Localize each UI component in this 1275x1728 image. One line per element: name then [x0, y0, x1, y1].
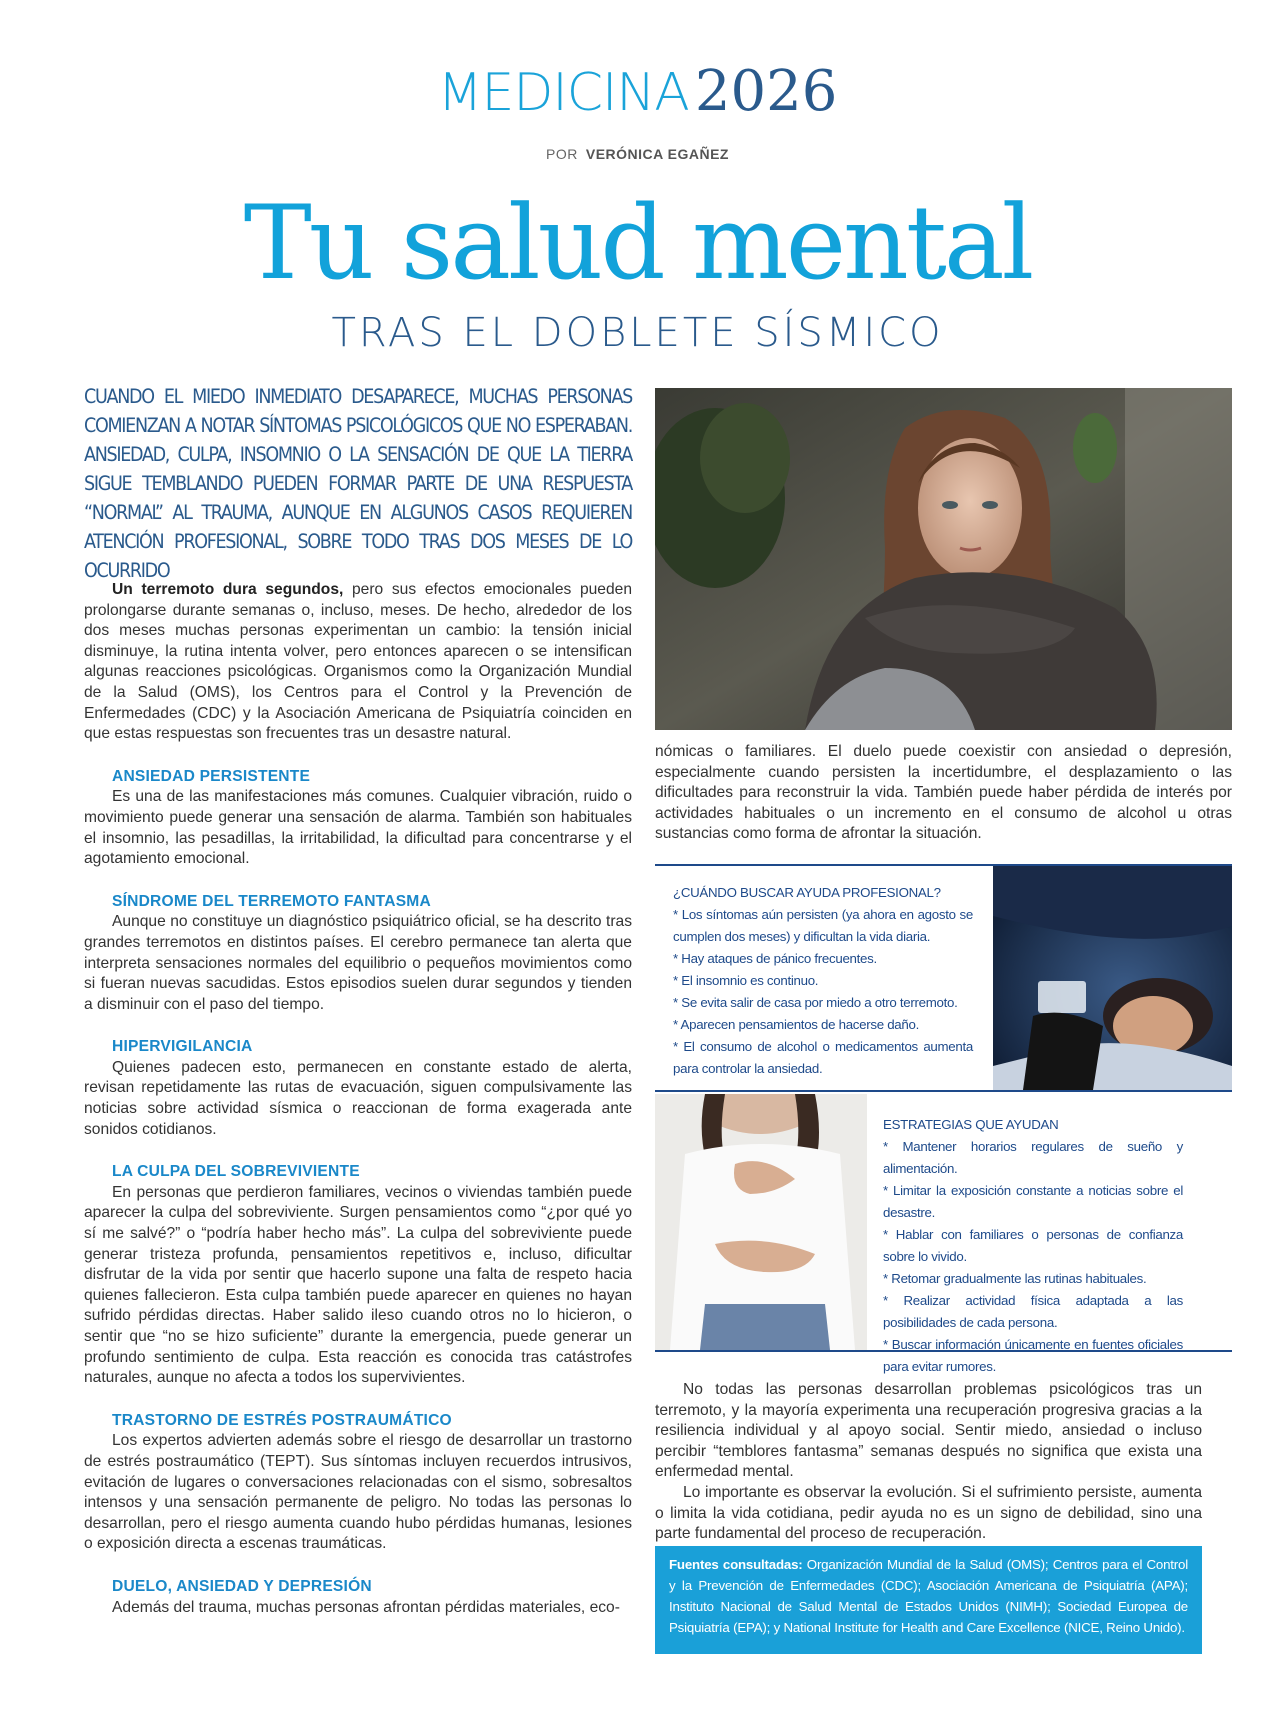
section-body: Es una de las manifestaciones más comunes. Cualquier vibración, ruido o movimiento puede generar una sensación de alarma. También son habituales el insomnio, las pesadillas, la irritabilidad, la dificultad para concentrarse y el agotamiento emocional. — [84, 788, 632, 868]
section-heading: DUELO, ANSIEDAD Y DEPRESIÓN — [112, 1577, 372, 1595]
section-body: Aunque no constituye un diagnóstico psiquiátrico oficial, se ha descrito tras grandes terremotos en distintos países. El cerebro permanece tan alerta que interpreta sensaciones normales del equilibrio o pequeños movimientos como si fueran nuevas sacudidas. Estos episodios suelen durar segundos y tienden a disminuir con el paso del tiempo. — [84, 913, 632, 1013]
section-heading: HIPERVIGILANCIA — [112, 1038, 253, 1056]
sources-text: Organización Mundial de la Salud (OMS); Centros para el Control y la Prevención de Enfermedades (CDC); Asociación Americana de Psiquiatría (APA); Instituto Nacional de Salud Mental de Estados Unidos (NIMH); Sociedad Europea de Psiquiatría (EPA); y National Institute for Health and Care Excellence (NICE, Reino Unido). — [669, 1557, 1188, 1635]
section-heading: LA CULPA DEL SOBREVIVIENTE — [112, 1163, 360, 1181]
section-word: MEDICINA — [437, 63, 689, 123]
photo-sad-woman-illustration — [655, 388, 1232, 730]
section-heading: ANSIEDAD PERSISTENTE — [112, 767, 311, 785]
photo-woman-hand-on-chest-illustration — [655, 1094, 867, 1350]
subheadline: TRAS EL DOBLETE SÍSMICO — [331, 310, 944, 356]
section-body: En personas que perdieron familiares, vecinos o viviendas también puede aparecer la culpa del sobreviviente. Surgen pensamientos como “¿por qué yo sí me salvé?” o “podría haber hecho más”. La culpa del sobreviviente puede generar tristeza profunda, pensamientos repetitivos e, incluso, dificultar disfrutar de la vida por sentir que hacerlo supone una falta de respeto hacia quienes fallecieron. Esta culpa también puede aparecer en quienes no hayan sufrido pérdidas directas. Haber salido ileso cuando otros no lo hicieron, o sentir que “no se hizo suficiente” durante la emergencia, puede generar un profundo sentimiento de culpa. Esta reacción es conocida tras catástrofes naturales, aunque no afecta a todos los supervivientes. — [84, 1183, 632, 1387]
section-body: Además del trauma, muchas personas afrontan pérdidas materiales, eco- — [112, 1598, 620, 1616]
list-item: * Hay ataques de pánico frecuentes. — [673, 951, 877, 966]
closing-paragraph: Lo importante es observar la evolución. Si el sufrimiento persiste, aumenta o limita la vida cotidiana, pedir ayuda no es un signo de debilidad, sino una parte fundamental del proceso de recuperación. — [655, 1483, 1202, 1543]
sources-label: Fuentes consultadas: — [669, 1557, 803, 1572]
lead-paragraph: CUANDO EL MIEDO INMEDIATO DESAPARECE, MUCHAS PERSONAS COMIENZAN A NOTAR SÍNTOMAS PSICOLÓGICOS QUE NO ESPERABAN. ANSIEDAD, CULPA, INSOMNIO O LA SENSACIÓN DE QUE LA TIERRA SIGUE TEMBLANDO PUEDEN FORMAR PARTE DE UNA RESPUESTA “NORMAL” AL TRAUMA, AUNQUE EN ALGUNOS CASOS REQUIEREN ATENCIÓN PROFESIONAL, SOBRE TODO TRAS DOS MESES DE LO OCURRIDO — [84, 385, 632, 582]
section-body: Quienes padecen esto, permanecen en constante estado de alerta, revisan repetidamente las rutas de evacuación, siguen compulsivamente las noticias sobre actividad sísmica o reaccionan de forma exagerada ante sonidos cotidianos. — [84, 1058, 632, 1138]
intro-bold: Un terremoto dura segundos, — [112, 581, 344, 598]
list-item: * Aparecen pensamientos de hacerse daño. — [673, 1017, 919, 1032]
continuation-paragraph: nómicas o familiares. El duelo puede coexistir con ansiedad o depresión, especialmente cuando persisten la incertidumbre, el desplazamiento o las dificultades para reconstruir la vida. También puede haber pérdida de interés por actividades habituales o un incremento en el consumo de alcohol u otras sustancias como forma de afrontar la situación. — [655, 743, 1232, 843]
photo-sad-woman — [655, 388, 1232, 730]
intro-paragraph — [84, 580, 632, 745]
byline-author: VERÓNICA EGAÑEZ — [585, 146, 729, 162]
help-box-title: ¿CUÁNDO BUSCAR AYUDA PROFESIONAL? — [673, 885, 941, 900]
section-body: Los expertos advierten además sobre el riesgo de desarrollar un trastorno de estrés postraumático (TEPT). Sus síntomas incluyen recuerdos intrusivos, evitación de lugares o conversaciones relacionadas con el sismo, sobresaltos intensos y una sensación permanente de peligro. No todas las personas lo desarrollan, pero el riesgo aumenta cuando hubo pérdidas humanas, lesiones o exposición directa a escenas traumáticas. — [84, 1432, 632, 1553]
section-heading: SÍNDROME DEL TERREMOTO FANTASMA — [112, 892, 431, 910]
left-column — [84, 580, 632, 1618]
closing-paragraph: No todas las personas desarrollan problemas psicológicos tras un terremoto, y la mayoría experimenta una recuperación progresiva gracias a la resiliencia individual y al apoyo social. Sentir miedo, ansiedad o incluso percibir “temblores fantasma” semanas después no significa que exista una enfermedad mental. — [655, 1381, 1202, 1481]
list-item: * Buscar información únicamente en fuentes oficiales para evitar rumores. — [883, 1337, 1183, 1374]
list-item: * Realizar actividad física adaptada a las posibilidades de cada persona. — [883, 1293, 1183, 1330]
list-item: * Hablar con familiares o personas de confianza sobre lo vivido. — [883, 1227, 1183, 1264]
photo-person-in-bed — [993, 866, 1232, 1090]
right-column-continuation — [655, 742, 1232, 845]
strategies-box-title: ESTRATEGIAS QUE AYUDAN — [883, 1117, 1059, 1132]
list-item: * Se evita salir de casa por miedo a otro terremoto. — [673, 995, 958, 1010]
list-item: * Limitar la exposición constante a noticias sobre el desastre. — [883, 1183, 1183, 1220]
help-box — [655, 864, 1232, 1092]
list-item: * El consumo de alcohol o medicamentos aumenta para controlar la ansiedad. — [673, 1039, 973, 1076]
byline-prefix: POR — [546, 146, 578, 162]
headline: Tu salud mental — [243, 184, 1032, 303]
section-year: 2026 — [694, 59, 838, 124]
photo-woman-hand-on-chest — [655, 1094, 867, 1350]
section-heading: TRASTORNO DE ESTRÉS POSTRAUMÁTICO — [112, 1411, 452, 1429]
help-box-text — [673, 882, 973, 1080]
section-title — [0, 59, 1275, 124]
list-item: * Mantener horarios regulares de sueño y alimentación. — [883, 1139, 1183, 1176]
closing-text — [655, 1380, 1202, 1545]
list-item: * Retomar gradualmente las rutinas habituales. — [883, 1271, 1147, 1286]
photo-person-in-bed-illustration — [993, 866, 1232, 1090]
intro-text: pero sus efectos emocionales pueden prolongarse durante semanas o, incluso, meses. De hecho, alrededor de los dos meses muchas personas experimentan un cambio: la tensión inicial disminuye, la rutina intenta volver, pero entonces aparecen o se intensifican algunas reacciones psicológicas. Organismos como la Organización Mundial de la Salud (OMS), los Centros para el Control y la Prevención de Enfermedades (CDC) y la Asociación Americana de Psiquiatría coinciden en que estas respuestas son frecuentes tras un desastre natural. — [84, 581, 633, 743]
list-item: * Los síntomas aún persisten (ya ahora en agosto se cumplen dos meses) y dificultan la vida diaria. — [673, 907, 973, 944]
list-item: * El insomnio es continuo. — [673, 973, 819, 988]
sources-box — [655, 1546, 1202, 1654]
strategies-box — [655, 1094, 1232, 1374]
strategies-box-text — [883, 1114, 1183, 1378]
byline — [0, 146, 1275, 162]
